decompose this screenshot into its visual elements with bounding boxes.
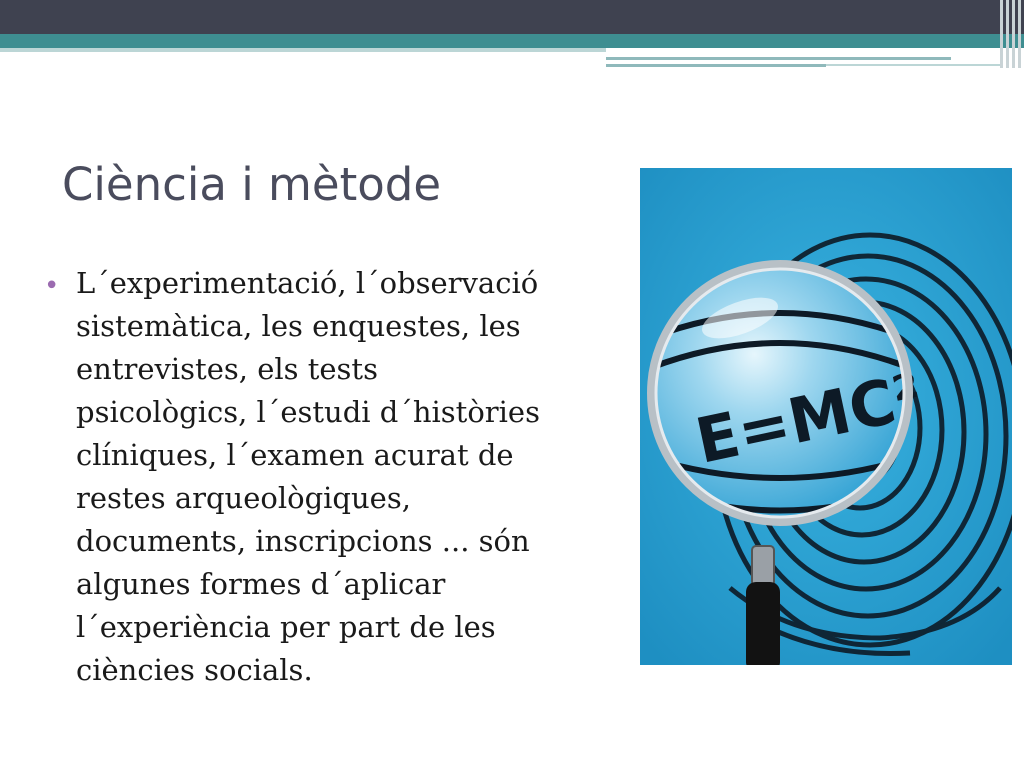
bullet-line: psicològics, l´estudi d´històries [76,395,540,429]
fingerprint-magnifier-image [640,168,1012,665]
fingerprint-magnifier-icon [640,168,1012,665]
bullet-item [44,262,634,692]
bullet-line: algunes formes d´aplicar [76,567,446,601]
bullet-line: ciències socials. [76,653,313,687]
banner-vertical-bars [998,0,1024,68]
bullet-line: restes arqueològiques, [76,481,411,515]
bullet-line: sistemàtica, les enquestes, les [76,309,521,343]
banner-dark-strip [0,0,1024,34]
equation-text: E=MC² [689,358,929,478]
bullet-line: entrevistes, els tests [76,352,378,386]
bullet-line: documents, inscripcions ... són [76,524,530,558]
slide-title: Ciència i mètode [62,158,442,211]
bullet-line: l´experiència per part de les [76,610,496,644]
banner-line [606,64,826,67]
banner-line [826,64,1002,66]
banner-light-strip [0,48,606,52]
bullet-line: clíniques, l´examen acurat de [76,438,514,472]
bullet-icon: • [44,271,60,301]
bullet-list [44,262,634,692]
magnifier-handle [746,546,780,665]
bullet-line: L´experimentació, l´observació [76,266,539,300]
banner-line [606,57,951,60]
banner-teal-strip [0,34,1024,48]
banner-step [606,48,1004,54]
